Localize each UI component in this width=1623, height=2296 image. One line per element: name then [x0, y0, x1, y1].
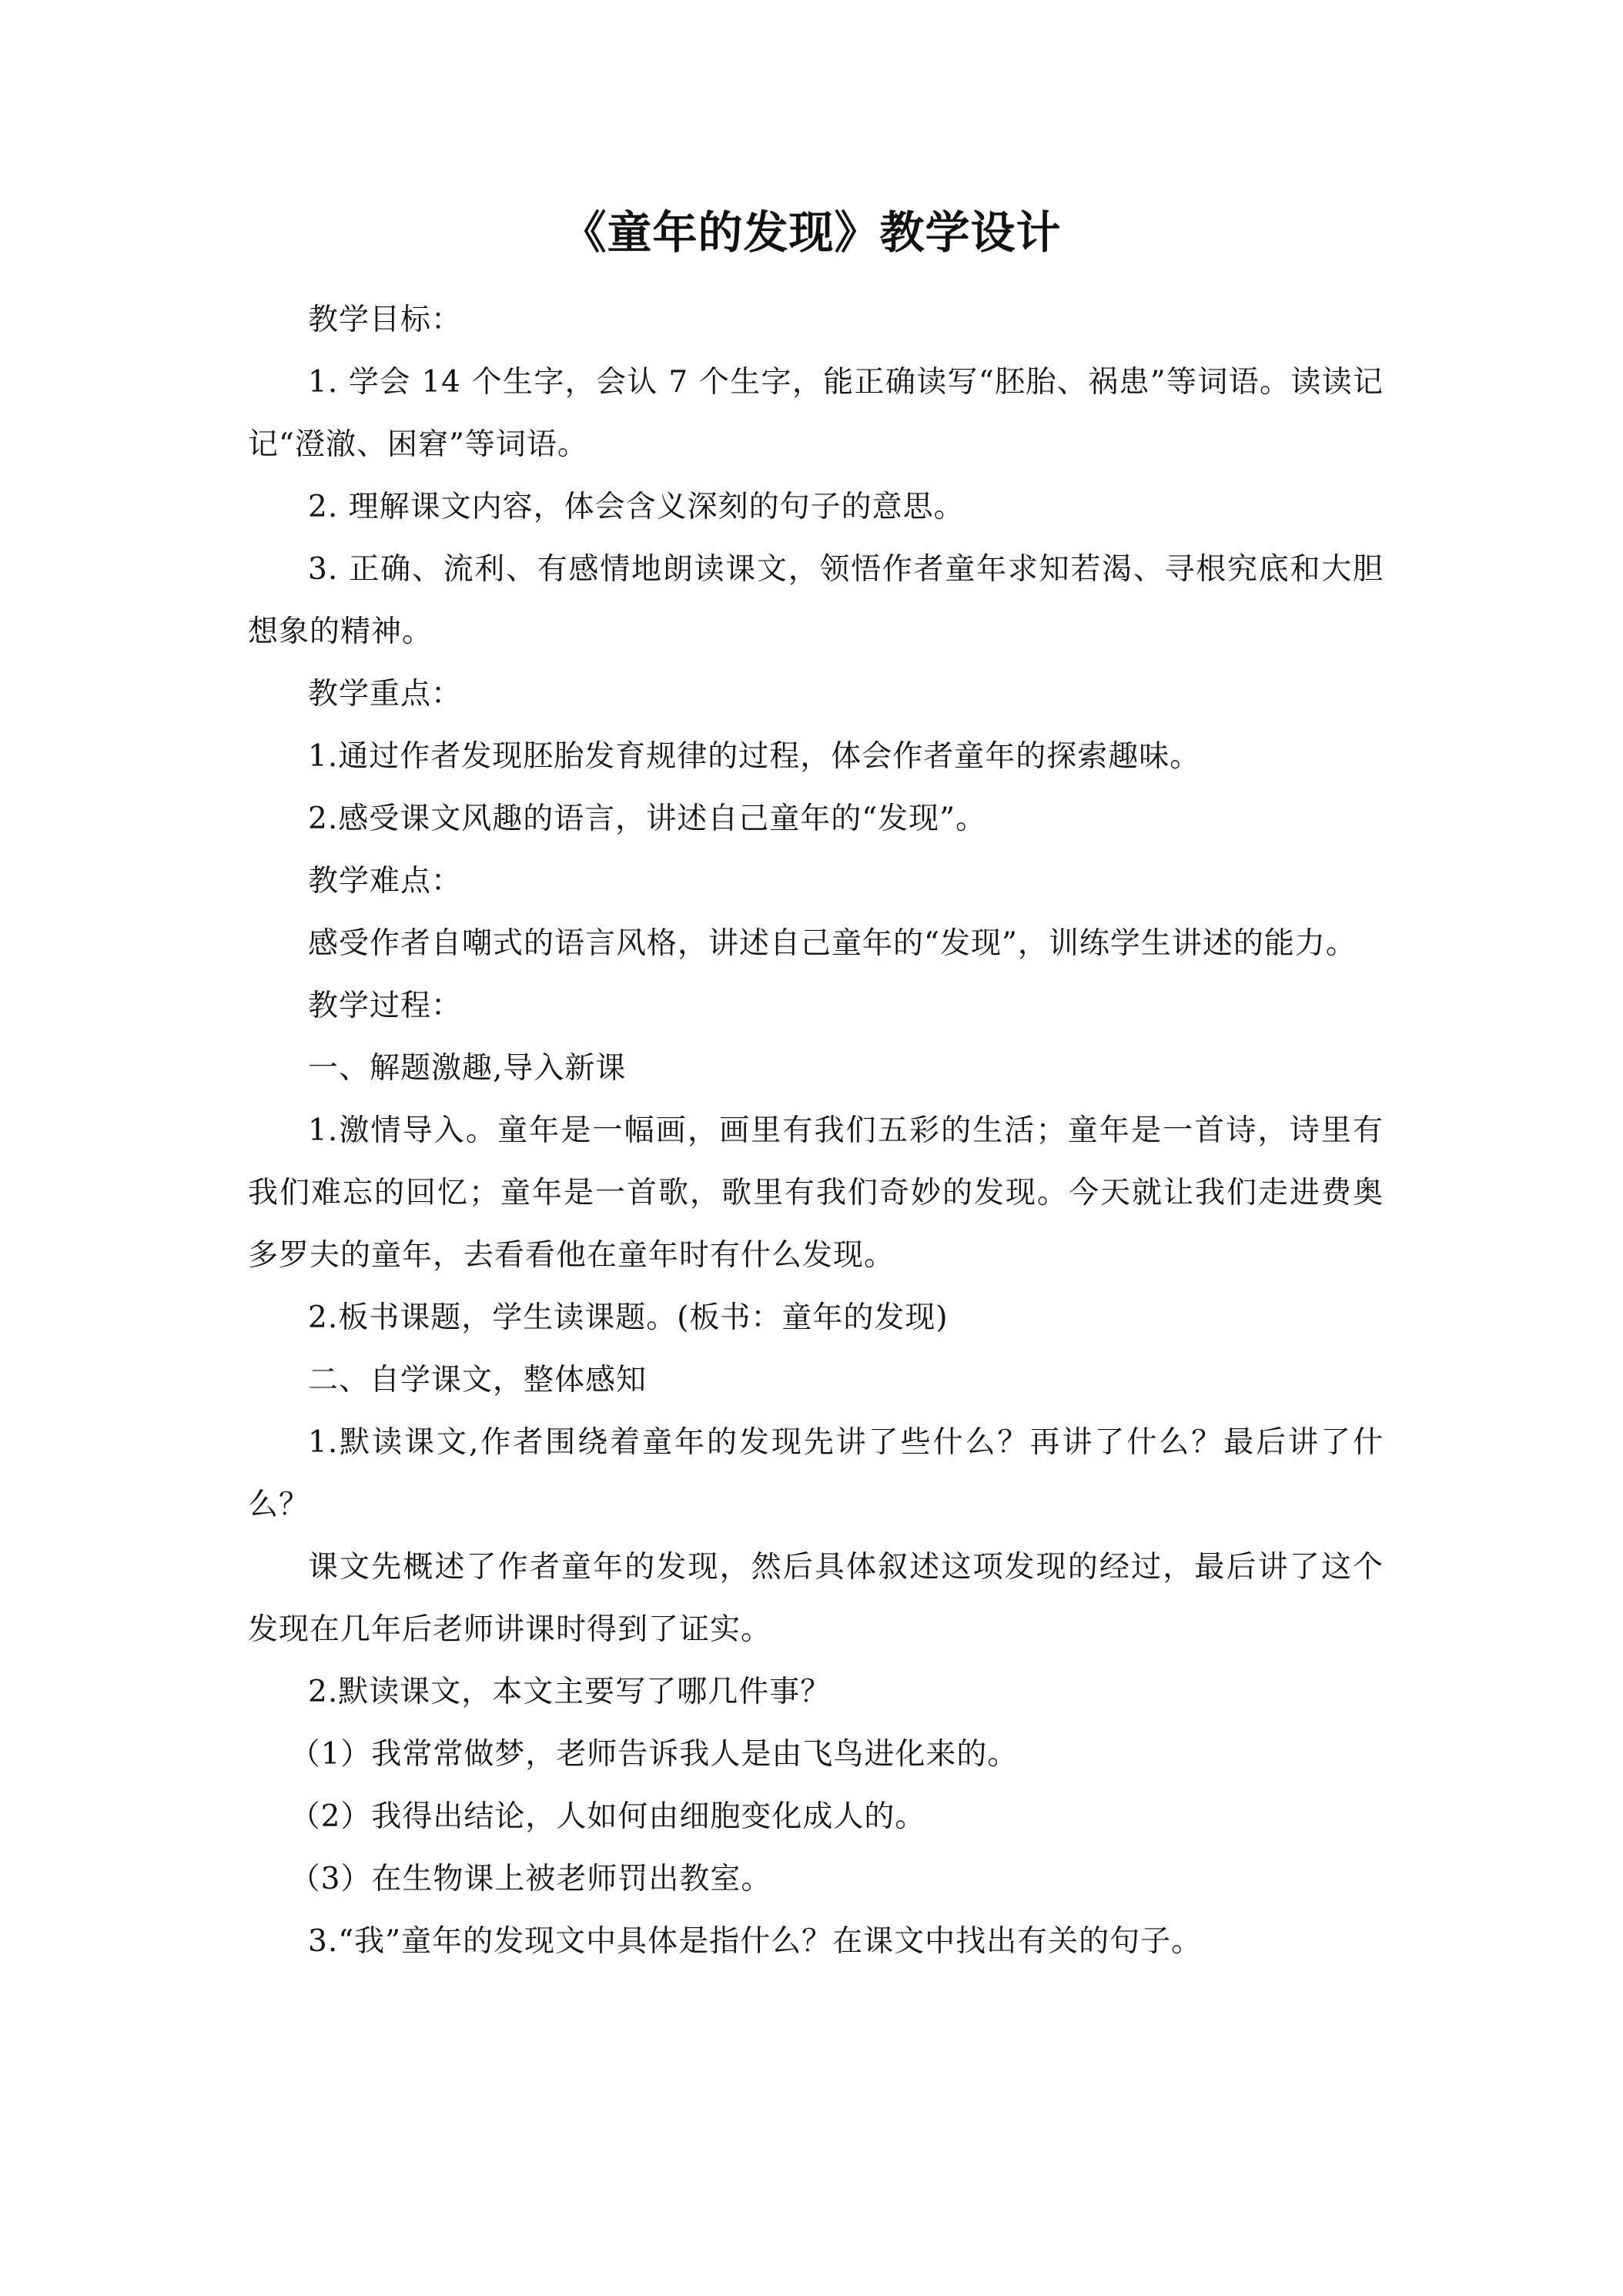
heading-process: 教学过程：	[308, 989, 463, 1023]
section-2-heading: 二、自学课文，整体感知	[308, 1363, 648, 1397]
objective-3: 3. 正确、流利、有感情地朗读课文，领悟作者童年求知若渴、寻根究底和大胆想象的精神。	[248, 552, 1384, 649]
key-point-1: 1.通过作者发现胚胎发育规律的过程，体会作者童年的探索趣味。	[308, 739, 1201, 774]
key-point-2: 2.感受课文风趣的语言，讲述自己童年的“发现”。	[308, 802, 987, 836]
section-2-answer-1: 课文先概述了作者童年的发现，然后具体叙述这项发现的经过，最后讲了这个发现在几年后老师讲课时得到了证实。	[248, 1550, 1384, 1647]
objective-2: 2. 理解课文内容，体会含义深刻的句子的意思。	[308, 490, 965, 524]
section-2-step-3: 3.“我”童年的发现文中具体是指什么？在课文中找出有关的句子。	[308, 1924, 1203, 1959]
section-1-step-1: 1.激情导入。童年是一幅画，画里有我们五彩的生活；童年是一首诗，诗里有我们难忘的回忆；童年是一首歌，歌里有我们奇妙的发现。今天就让我们走进费奥多罗夫的童年，去看看他在童年时有什么发现。	[248, 1113, 1384, 1273]
event-item-1: （1）我常常做梦，老师告诉我人是由飞鸟进化来的。	[289, 1737, 1019, 1772]
event-item-3: （3）在生物课上被老师罚出教室。	[289, 1862, 772, 1896]
section-1-step-2: 2.板书课题，学生读课题。(板书：童年的发现)	[308, 1300, 949, 1335]
document-title: 《童年的发现》教学设计	[561, 206, 1062, 259]
heading-key-points: 教学重点：	[308, 677, 463, 711]
section-2-step-1: 1.默读课文,作者围绕着童年的发现先讲了些什么？再讲了什么？最后讲了什么？	[248, 1425, 1384, 1522]
section-1-heading: 一、解题激趣,导入新课	[308, 1051, 627, 1086]
event-item-2: （2）我得出结论，人如何由细胞变化成人的。	[289, 1799, 926, 1834]
document-body	[248, 289, 1384, 1973]
heading-objectives: 教学目标：	[308, 303, 463, 337]
section-2-step-2: 2.默读课文，本文主要写了哪几件事？	[308, 1675, 832, 1709]
heading-difficulties: 教学难点：	[308, 864, 463, 899]
objective-1: 1. 学会 14 个生字，会认 7 个生字，能正确读写“胚胎、祸患”等词语。读读记记“澄澈、困窘”等词语。	[248, 365, 1384, 462]
difficulty-text: 感受作者自嘲式的语言风格，讲述自己童年的“发现”，训练学生讲述的能力。	[308, 926, 1357, 961]
